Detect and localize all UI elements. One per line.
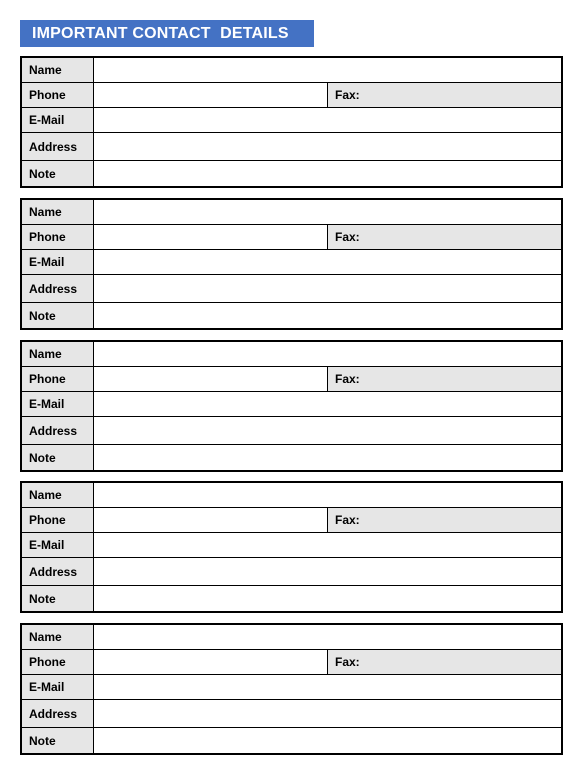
name-field[interactable] [94, 58, 561, 82]
note-field[interactable] [94, 303, 561, 328]
contact-card [20, 198, 563, 330]
name-label: Name [22, 200, 94, 224]
phone-label: Phone [22, 650, 94, 674]
address-row [22, 274, 561, 302]
phone-label: Phone [22, 83, 94, 107]
email-label: E-Mail [22, 675, 94, 699]
name-label: Name [22, 342, 94, 366]
email-field[interactable] [94, 250, 561, 274]
phone-label: Phone [22, 508, 94, 532]
phone-label: Phone [22, 225, 94, 249]
note-label: Note [22, 586, 94, 611]
email-row [22, 674, 561, 699]
contact-card [20, 340, 563, 472]
fax-cell [327, 367, 561, 391]
address-field[interactable] [94, 133, 561, 160]
address-field[interactable] [94, 417, 561, 444]
email-label: E-Mail [22, 392, 94, 416]
note-row [22, 302, 561, 328]
note-label: Note [22, 161, 94, 186]
fax-field[interactable] [368, 225, 561, 249]
note-row [22, 160, 561, 186]
name-field[interactable] [94, 625, 561, 649]
email-field[interactable] [94, 108, 561, 132]
note-field[interactable] [94, 445, 561, 470]
note-label: Note [22, 303, 94, 328]
fax-field[interactable] [368, 508, 561, 532]
address-field[interactable] [94, 558, 561, 585]
fax-cell [327, 650, 561, 674]
contact-card [20, 56, 563, 188]
email-label: E-Mail [22, 533, 94, 557]
email-label: E-Mail [22, 108, 94, 132]
address-label: Address [22, 275, 94, 302]
phone-row [22, 507, 561, 532]
note-row [22, 444, 561, 470]
note-row [22, 585, 561, 611]
fax-label: Fax: [335, 372, 360, 386]
name-label: Name [22, 58, 94, 82]
fax-label: Fax: [335, 513, 360, 527]
email-row [22, 532, 561, 557]
note-field[interactable] [94, 728, 561, 753]
email-field[interactable] [94, 675, 561, 699]
name-field[interactable] [94, 483, 561, 507]
address-label: Address [22, 133, 94, 160]
address-label: Address [22, 700, 94, 727]
note-field[interactable] [94, 586, 561, 611]
fax-field[interactable] [368, 83, 561, 107]
fax-field[interactable] [368, 367, 561, 391]
address-label: Address [22, 558, 94, 585]
fax-label: Fax: [335, 655, 360, 669]
name-row [22, 200, 561, 224]
fax-cell [327, 225, 561, 249]
phone-field[interactable] [94, 367, 327, 391]
note-label: Note [22, 728, 94, 753]
address-row [22, 699, 561, 727]
page-title: IMPORTANT CONTACT DETAILS [20, 20, 314, 47]
name-label: Name [22, 625, 94, 649]
phone-field[interactable] [94, 508, 327, 532]
note-field[interactable] [94, 161, 561, 186]
contact-card [20, 481, 563, 613]
email-row [22, 107, 561, 132]
address-row [22, 132, 561, 160]
email-field[interactable] [94, 533, 561, 557]
email-label: E-Mail [22, 250, 94, 274]
phone-row [22, 82, 561, 107]
fax-label: Fax: [335, 230, 360, 244]
name-field[interactable] [94, 342, 561, 366]
name-label: Name [22, 483, 94, 507]
email-row [22, 391, 561, 416]
fax-label: Fax: [335, 88, 360, 102]
email-row [22, 249, 561, 274]
phone-row [22, 224, 561, 249]
phone-field[interactable] [94, 83, 327, 107]
phone-row [22, 366, 561, 391]
name-field[interactable] [94, 200, 561, 224]
address-row [22, 416, 561, 444]
address-field[interactable] [94, 700, 561, 727]
address-field[interactable] [94, 275, 561, 302]
phone-field[interactable] [94, 650, 327, 674]
note-row [22, 727, 561, 753]
address-label: Address [22, 417, 94, 444]
name-row [22, 58, 561, 82]
fax-cell [327, 508, 561, 532]
name-row [22, 483, 561, 507]
note-label: Note [22, 445, 94, 470]
email-field[interactable] [94, 392, 561, 416]
fax-field[interactable] [368, 650, 561, 674]
phone-field[interactable] [94, 225, 327, 249]
address-row [22, 557, 561, 585]
contact-card [20, 623, 563, 755]
name-row [22, 342, 561, 366]
phone-label: Phone [22, 367, 94, 391]
phone-row [22, 649, 561, 674]
fax-cell [327, 83, 561, 107]
name-row [22, 625, 561, 649]
